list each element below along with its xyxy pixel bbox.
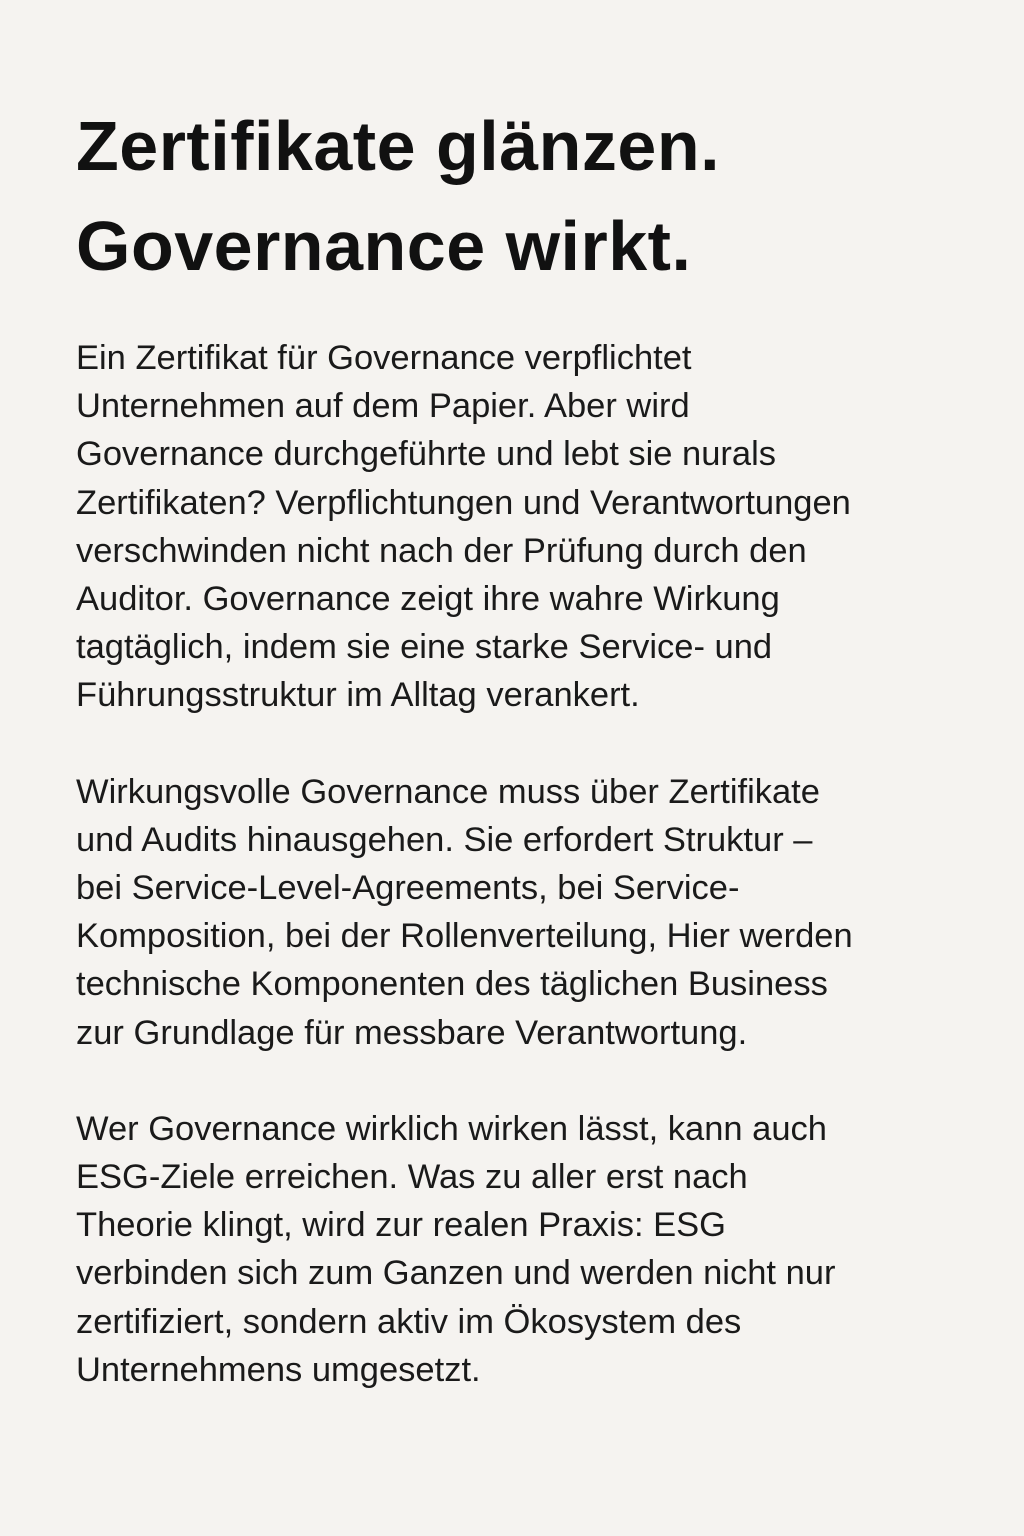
- paragraph-line: zur Grundlage für messbare Verantwortung.: [76, 1013, 748, 1052]
- paragraph-line: Ein Zertifikat für Governance verpflichtet: [76, 339, 692, 377]
- paragraph-3: [76, 1105, 976, 1394]
- paragraph-line: zertifiziert, sondern aktiv im Ökosystem des: [76, 1302, 742, 1341]
- paragraph-line: technische Komponenten des täglichen Business: [76, 965, 828, 1004]
- paragraph-line: bei Service-Level-Agreements, bei Service-: [76, 869, 740, 908]
- paragraph-line: verschwinden nicht nach der Prüfung durch den: [76, 531, 807, 570]
- paragraph-line: Wirkungsvolle Governance muss über Zertifikate: [76, 772, 820, 811]
- paragraph-line: und Audits hinausgehen. Sie erfordert Struktur –: [76, 820, 813, 859]
- paragraph-line: verbinden sich zum Ganzen und werden nicht nur: [76, 1254, 836, 1293]
- paragraph-1: [76, 334, 976, 720]
- paragraph-line: tagtäglich, indem sie eine starke Service- und: [76, 628, 773, 667]
- paragraph-line: Komposition, bei der Rollenverteilung, Hier werden: [76, 917, 853, 956]
- title-line: Zertifikate glänzen.: [76, 107, 721, 185]
- paragraph-line: Governance durchgeführte und lebt sie nurals: [76, 435, 777, 474]
- paragraph-line: ESG-Ziele erreichen. Was zu aller erst nach: [76, 1158, 748, 1197]
- paragraph-2: [76, 768, 976, 1057]
- paragraph-line: Führungsstruktur im Alltag verankert.: [76, 676, 640, 715]
- paragraph-line: Unternehmens umgesetzt.: [76, 1350, 481, 1389]
- paragraph-line: Unternehmen auf dem Papier. Aber wird: [76, 387, 690, 426]
- document-page: [76, 96, 976, 1394]
- page-title: [76, 96, 976, 296]
- title-line: Governance wirkt.: [76, 207, 692, 285]
- paragraph-line: Zertifikaten? Verpflichtungen und Verantwortungen: [76, 483, 851, 522]
- paragraph-line: Theorie klingt, wird zur realen Praxis: ESG: [76, 1206, 726, 1245]
- paragraph-line: Auditor. Governance zeigt ihre wahre Wirkung: [76, 580, 780, 619]
- paragraph-line: Wer Governance wirklich wirken lässt, kann auch: [76, 1109, 827, 1148]
